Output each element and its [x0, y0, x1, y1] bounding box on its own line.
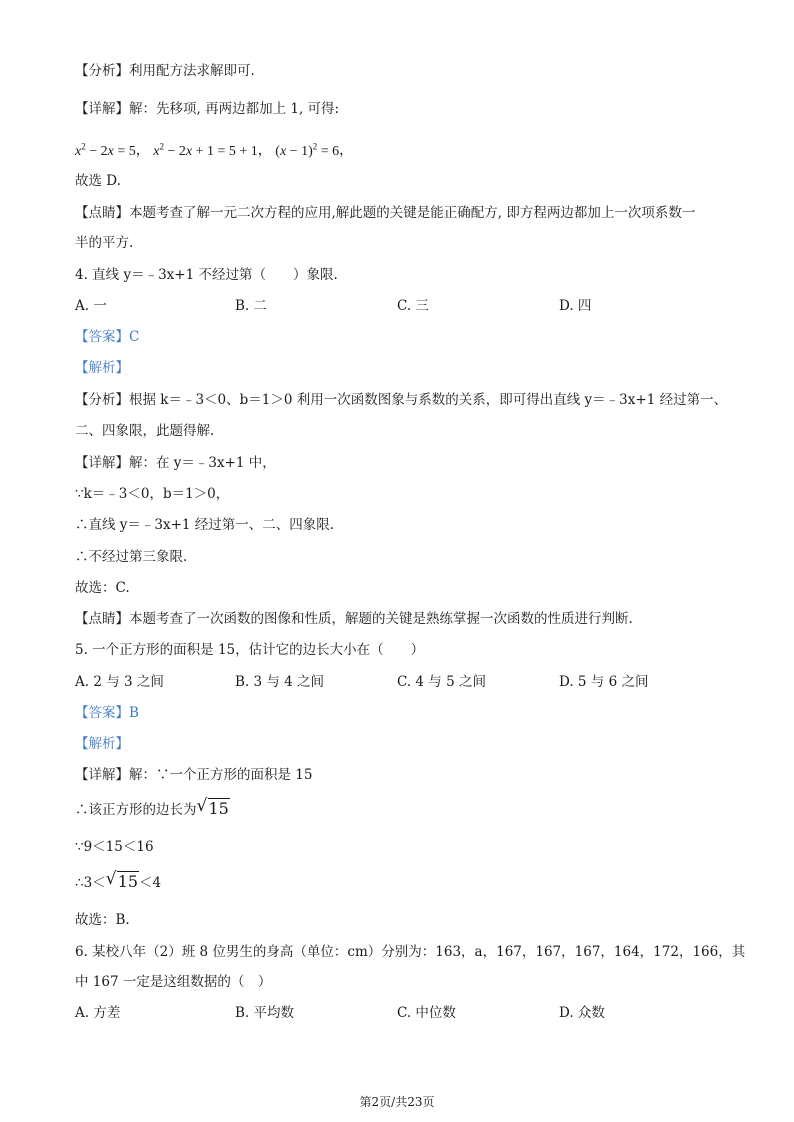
q5-step3-suffix: ＜4: [139, 875, 162, 891]
q5-option-a: A. 2 与 3 之间: [75, 674, 164, 690]
sqrt-15: √ 15: [196, 796, 229, 818]
q5-step1: [75, 796, 230, 819]
equation-separator: ，: [135, 143, 150, 159]
q5-option-d: D. 5 与 6 之间: [559, 674, 649, 690]
q5-question: 5. 一个正方形的面积是 15，估计它的边长大小在（ ）: [75, 642, 425, 658]
q3-equations: [75, 137, 353, 161]
q4-step1: ∵k＝﹣3＜0，b＝1＞0，: [75, 486, 230, 502]
q4-option-b: B. 二: [235, 298, 268, 314]
equation-2: $x^2 - 2x + 1 = 5 + 1$: [153, 141, 258, 159]
q5-option-c: C. 4 与 5 之间: [397, 674, 486, 690]
equation-1: $x^2 - 2x = 5$: [75, 141, 136, 159]
q4-analysis-line1: 【分析】根据 k＝﹣3＜0、b＝1＞0 利用一次函数图象与系数的关系，即可得出直线 y＝﹣3x+1 经过第一、: [75, 392, 728, 408]
q5-detail: 【详解】解：∵一个正方形的面积是 15: [75, 767, 313, 783]
equation-separator: ，: [339, 143, 354, 159]
q3-comment-line2: 半的平方.: [75, 235, 134, 251]
q4-option-c: C. 三: [397, 298, 429, 314]
q4-comment: 【点睛】本题考查了一次函数的图像和性质，解题的关键是熟练掌握一次函数的性质进行判断.: [75, 611, 633, 627]
q3-comment-line1: 【点睛】本题考查了解一元二次方程的应用,解此题的关键是能正确配方, 即方程两边都加上一次项系数一: [75, 205, 696, 221]
q3-analysis: 【分析】利用配方法求解即可.: [75, 63, 255, 79]
q4-step3: ∴不经过第三象限.: [75, 549, 188, 565]
q4-option-a: A. 一: [75, 298, 107, 314]
q4-conclusion: 故选：C.: [75, 580, 130, 596]
q5-answer: 【答案】B: [75, 705, 139, 721]
q4-question: 4. 直线 y＝﹣3x+1 不经过第（ ）象限.: [75, 267, 338, 283]
q3-detail: 【详解】解：先移项, 再两边都加上 1, 可得:: [75, 101, 340, 117]
sqrt-15: √ 15: [105, 869, 139, 891]
q5-step3: [75, 869, 162, 892]
q4-analysis-line2: 二、四象限，此题得解.: [75, 423, 215, 439]
q6-option-d: D. 众数: [559, 1005, 605, 1021]
q6-option-c: C. 中位数: [397, 1005, 456, 1021]
q4-detail: 【详解】解：在 y＝﹣3x+1 中，: [75, 455, 276, 471]
page-number: 第2页/共23页: [359, 1095, 435, 1109]
q4-answer: 【答案】C: [75, 329, 140, 345]
q3-conclusion: 故选 D.: [75, 173, 121, 189]
radicand: 15: [208, 799, 229, 818]
q4-solution-label: 【解析】: [75, 360, 129, 376]
equation-separator: ，: [257, 143, 272, 159]
q6-option-a: A. 方差: [75, 1005, 121, 1021]
q4-option-d: D. 四: [559, 298, 592, 314]
radicand: 15: [117, 872, 139, 891]
equation-3: $(x - 1)^2 = 6$: [275, 141, 340, 159]
q5-step3-prefix: ∴3＜: [75, 875, 106, 891]
q6-question-line2: 中 167 一定是这组数据的（ ）: [75, 974, 272, 990]
q5-step1-text: ∴该正方形的边长为: [75, 802, 197, 818]
q5-option-b: B. 3 与 4 之间: [235, 674, 325, 690]
q5-solution-label: 【解析】: [75, 736, 129, 752]
q6-option-b: B. 平均数: [235, 1005, 295, 1021]
q6-question-line1: 6. 某校八年（2）班 8 位男生的身高（单位：cm）分别为：163，a，167，167，167，164，172，166，其: [75, 944, 746, 960]
q5-step2: ∵9＜15＜16: [75, 839, 154, 855]
q5-conclusion: 故选：B.: [75, 912, 130, 928]
q4-step2: ∴直线 y＝﹣3x+1 经过第一、二、四象限.: [75, 517, 335, 533]
